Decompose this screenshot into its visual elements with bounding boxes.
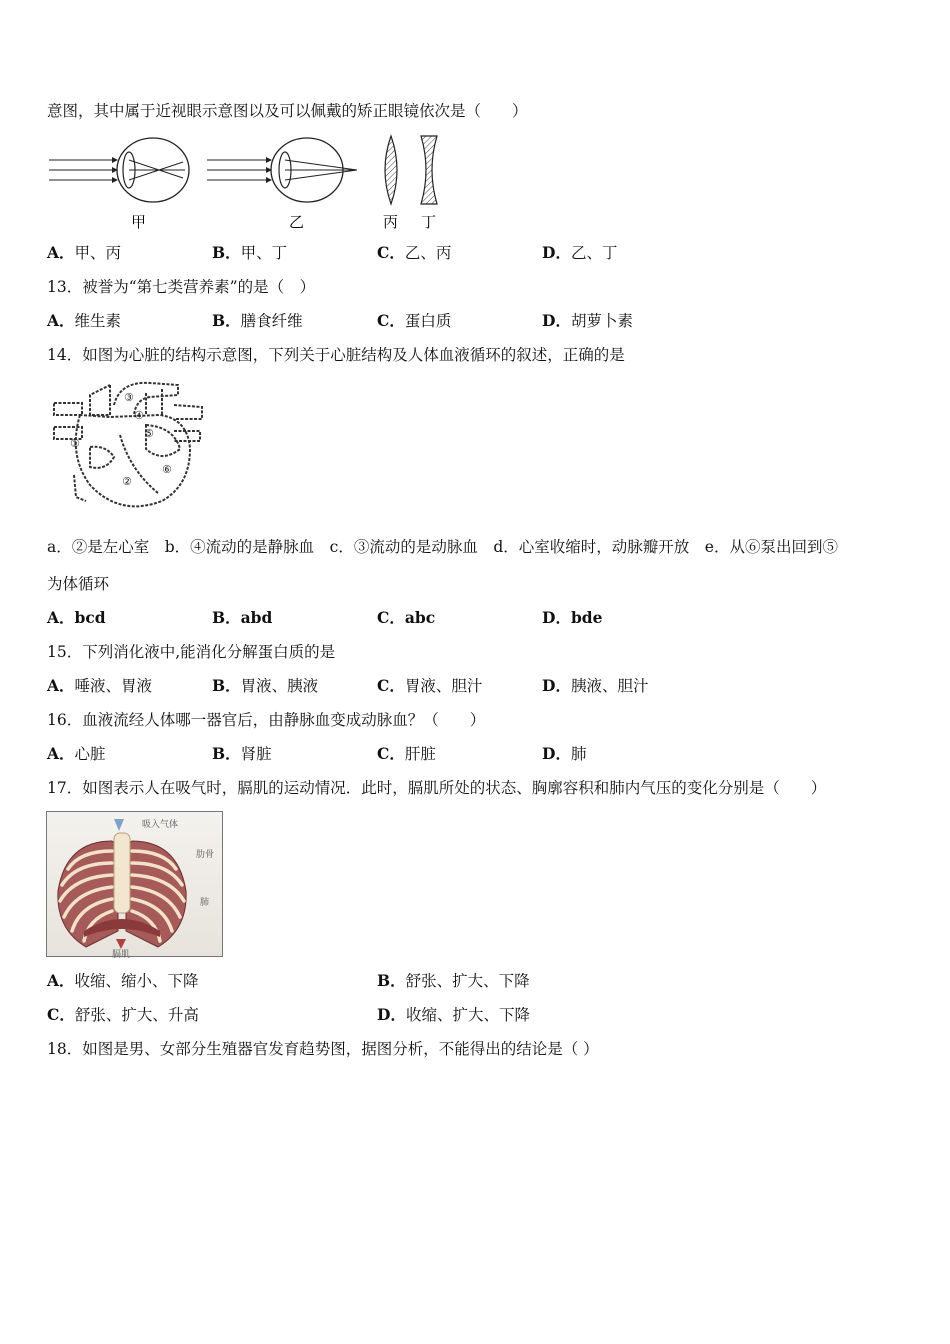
option-b[interactable]: B．肾脏 — [212, 744, 272, 763]
option-d[interactable]: D．胰液、胆汁 — [542, 676, 649, 695]
option-b[interactable]: B．甲、丁 — [212, 243, 288, 262]
fig-label-jia: 甲 — [131, 213, 147, 231]
q14-statements-line1: a．②是左心室 b．④流动的是静脉血 c．③流动的是动脉血 d．心室收缩时，动脉瓣开放 e．从⑥泵出回到⑤ — [47, 538, 838, 556]
eye-lens-figure — [45, 132, 465, 234]
convex-lens-icon — [385, 136, 397, 204]
option-d[interactable]: D．bde — [542, 608, 603, 627]
option-c[interactable]: C．胃液、胆汁 — [377, 676, 483, 695]
q14-stem: 14．如图为心脏的结构示意图，下列关于心脏结构及人体血液循环的叙述，正确的是 — [47, 346, 625, 364]
option-a[interactable]: A．维生素 — [47, 311, 122, 330]
label-diaphragm: 膈肌 — [112, 950, 131, 958]
option-b[interactable]: B．abd — [212, 608, 273, 627]
heart-label-6: ⑥ — [162, 463, 172, 476]
label-inhale: 吸入气体 — [142, 820, 179, 830]
concave-lens-icon — [421, 136, 437, 204]
ribcage-diaphragm-figure — [46, 811, 224, 958]
option-c[interactable]: C．abc — [377, 608, 436, 627]
fig-label-yi: 乙 — [289, 213, 305, 231]
eye-yi-diagram — [207, 138, 357, 202]
q17-options-row2 — [47, 1005, 907, 1025]
option-a[interactable]: A．收缩、缩小、下降 — [47, 971, 199, 990]
q17-options-row1 — [47, 971, 907, 991]
q16-options — [47, 744, 907, 764]
option-d[interactable]: D．肺 — [542, 744, 587, 763]
option-a[interactable]: A．bcd — [47, 608, 106, 627]
heart-label-1: ① — [70, 437, 80, 450]
option-d[interactable]: D．乙、丁 — [542, 243, 618, 262]
heart-label-5: ⑤ — [144, 427, 154, 440]
label-lung: 肺 — [200, 898, 210, 908]
option-c[interactable]: C．蛋白质 — [377, 311, 452, 330]
q18-stem: 18．如图是男、女部分生殖器官发育趋势图，据图分析，不能得出的结论是（ ） — [47, 1040, 599, 1058]
q16-stem: 16．血液流经人体哪一器官后，由静脉血变成动脉血？（ ） — [47, 711, 486, 729]
heart-label-2: ② — [122, 475, 132, 488]
q13-stem: 13．被誉为“第七类营养素”的是（ ） — [47, 278, 316, 296]
option-a[interactable]: A．唾液、胃液 — [47, 676, 153, 695]
fig-label-ding: 丁 — [421, 213, 437, 231]
q12-options — [47, 243, 907, 263]
option-b[interactable]: B．膳食纤维 — [212, 311, 303, 330]
option-c[interactable]: C．肝脏 — [377, 744, 436, 763]
option-a[interactable]: A．甲、丙 — [47, 243, 122, 262]
heart-structure-figure — [50, 375, 208, 520]
fig-label-bing: 丙 — [383, 213, 399, 231]
option-d[interactable]: D．收缩、扩大、下降 — [377, 1005, 530, 1024]
q14-options — [47, 608, 907, 628]
option-a[interactable]: A．心脏 — [47, 744, 106, 763]
eye-jia-diagram — [49, 138, 189, 202]
option-b[interactable]: B．舒张、扩大、下降 — [377, 971, 530, 990]
heart-label-4: ④ — [134, 409, 144, 422]
q17-stem: 17．如图表示人在吸气时，膈肌的运动情况．此时，膈肌所处的状态、胸廓容积和肺内气压的变化分别是（ ） — [47, 779, 827, 797]
q12-stem: 意图，其中属于近视眼示意图以及可以佩戴的矫正眼镜依次是（ ） — [47, 102, 528, 120]
option-c[interactable]: C．舒张、扩大、升高 — [47, 1005, 199, 1024]
q15-stem: 15．下列消化液中,能消化分解蛋白质的是 — [47, 643, 336, 661]
q15-options — [47, 676, 907, 696]
option-d[interactable]: D．胡萝卜素 — [542, 311, 633, 330]
q13-options — [47, 311, 907, 331]
option-b[interactable]: B．胃液、胰液 — [212, 676, 319, 695]
q14-statements-line2: 为体循环 — [47, 575, 110, 593]
option-c[interactable]: C．乙、丙 — [377, 243, 452, 262]
heart-label-3: ③ — [124, 391, 134, 404]
label-rib: 肋骨 — [196, 850, 215, 860]
